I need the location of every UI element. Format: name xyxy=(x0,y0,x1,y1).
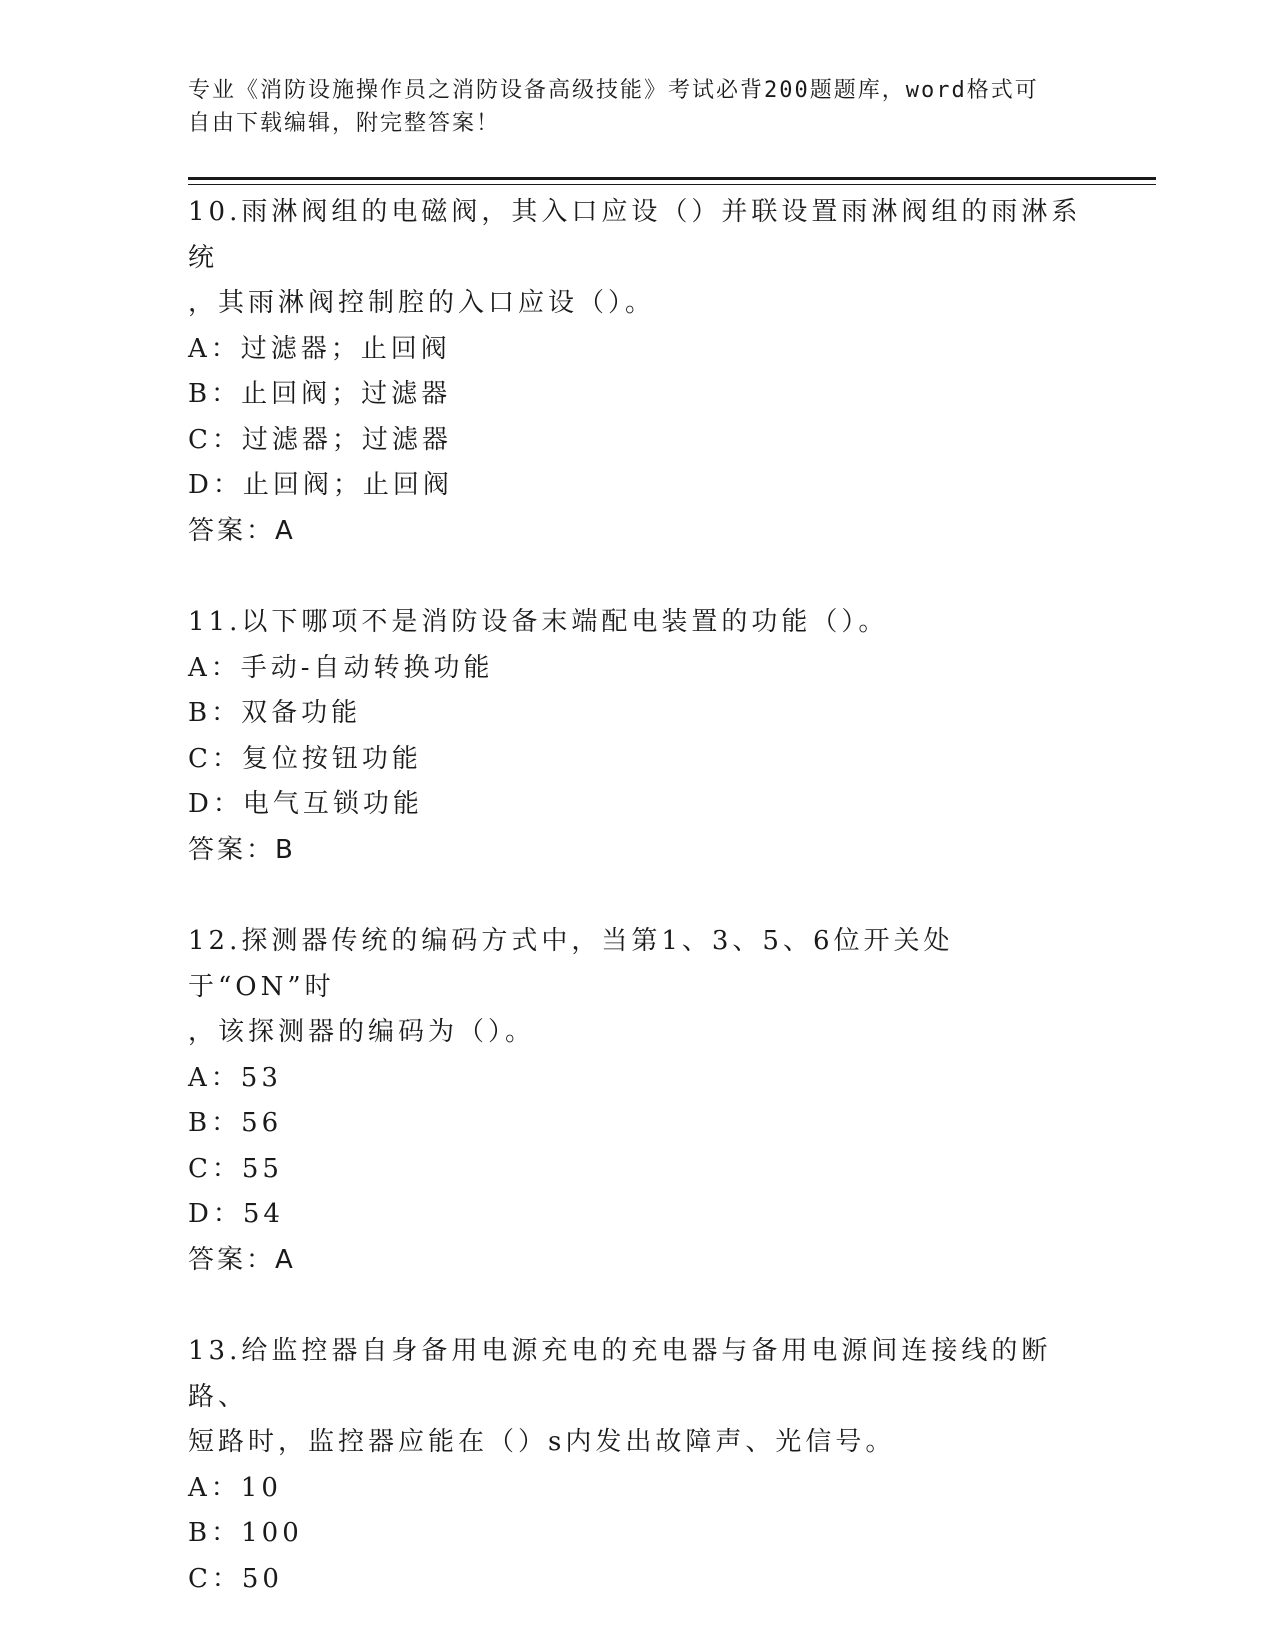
question-10 xyxy=(188,190,1088,554)
option-a: A：过滤器；止回阀 xyxy=(188,333,451,364)
option-c: C：过滤器；过滤器 xyxy=(188,424,452,455)
option-b: B：双备功能 xyxy=(188,698,362,728)
question-stem-continued: ，其雨淋阀控制腔的入口应设（）。 xyxy=(188,288,656,318)
header-line-2: 自由下载编辑，附完整答案！ xyxy=(188,111,501,136)
question-stem: 10.雨淋阀组的电磁阀，其入口应设（）并联设置雨淋阀组的雨淋系统 xyxy=(188,197,1082,273)
header-divider-thin xyxy=(188,184,1156,185)
option-b: B：56 xyxy=(188,1108,283,1138)
option-c: C：55 xyxy=(188,1153,283,1184)
answer-line: 答案：A xyxy=(188,1244,296,1275)
question-stem: 11.以下哪项不是消防设备末端配电装置的功能（）。 xyxy=(188,607,889,637)
option-d: D：54 xyxy=(188,1199,284,1229)
header-line-1: 专业《消防设施操作员之消防设备高级技能》考试必背200题题库，word格式可 xyxy=(188,78,1039,103)
option-c: C：复位按钮功能 xyxy=(188,743,422,774)
question-stem: 12.探测器传统的编码方式中，当第1、3、5、6位开关处于“ON”时 xyxy=(188,926,954,1002)
document-header xyxy=(188,74,1088,140)
question-stem-continued: 短路时，监控器应能在（）s内发出故障声、光信号。 xyxy=(188,1427,896,1457)
option-c: C：50 xyxy=(188,1563,283,1594)
question-12 xyxy=(188,919,1088,1283)
option-a: A：10 xyxy=(188,1472,282,1503)
question-stem-continued: ，该探测器的编码为（）。 xyxy=(188,1017,536,1047)
option-a: A：53 xyxy=(188,1062,282,1093)
option-a: A：手动-自动转换功能 xyxy=(188,652,494,683)
answer-line: 答案：A xyxy=(188,515,296,546)
question-stem: 13.给监控器自身备用电源充电的充电器与备用电源间连接线的断路、 xyxy=(188,1336,1052,1412)
question-13 xyxy=(188,1329,1088,1602)
answer-line: 答案：B xyxy=(188,834,296,865)
option-d: D：止回阀；止回阀 xyxy=(188,470,453,500)
header-divider-thick xyxy=(188,177,1156,180)
option-d: D：电气互锁功能 xyxy=(188,789,423,819)
question-11 xyxy=(188,600,1088,873)
question-list xyxy=(188,190,1088,1648)
option-b: B：100 xyxy=(188,1518,303,1548)
option-b: B：止回阀；过滤器 xyxy=(188,379,452,409)
